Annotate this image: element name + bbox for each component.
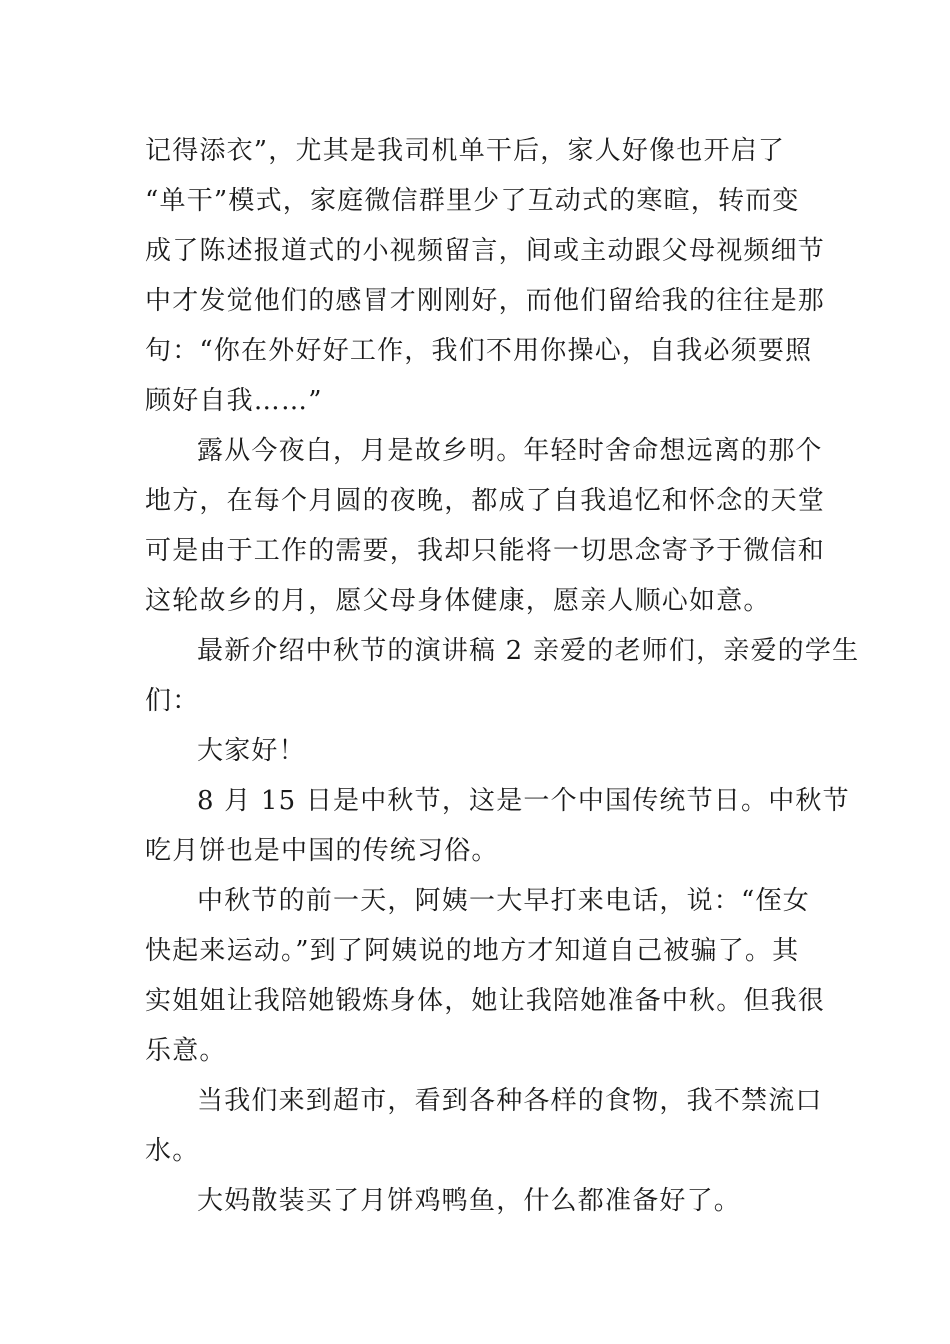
paragraph-first-line: 当我们来到超市，看到各种各样的食物，我不禁流口	[197, 1086, 823, 1116]
text-line: 乐意。	[145, 1036, 227, 1066]
text-line: 快起来运动。”到了阿姨说的地方才知道自己被骗了。其	[145, 936, 800, 966]
text-line: 这轮故乡的月，愿父母身体健康，愿亲人顺心如意。	[145, 586, 771, 616]
text-line: 吃月饼也是中国的传统习俗。	[145, 836, 499, 866]
text-line: 地方，在每个月圆的夜晚，都成了自我追忆和怀念的天堂	[145, 486, 826, 516]
text-line: 们：	[145, 686, 200, 716]
text-line: 记得添衣”，尤其是我司机单干后，家人好像也开启了	[145, 136, 786, 166]
text-line: 实姐姐让我陪她锻炼身体，她让我陪她准备中秋。但我很	[145, 986, 826, 1016]
text-line: 水。	[145, 1136, 200, 1166]
paragraph-first-line: 大家好！	[197, 736, 306, 766]
paragraph-first-line: 大妈散装买了月饼鸡鸭鱼，什么都准备好了。	[197, 1186, 742, 1216]
text-line: 中才发觉他们的感冒才刚刚好，而他们留给我的往往是那	[145, 286, 826, 316]
text-line: 可是由于工作的需要，我却只能将一切思念寄予于微信和	[145, 536, 826, 566]
paragraph-first-line: 最新介绍中秋节的演讲稿 2 亲爱的老师们，亲爱的学生	[197, 636, 860, 666]
text-line: 成了陈述报道式的小视频留言，间或主动跟父母视频细节	[145, 236, 826, 266]
text-line: 顾好自我……”	[145, 386, 323, 416]
text-line: 句：“你在外好好工作，我们不用你操心，自我必须要照	[145, 336, 813, 366]
paragraph-first-line: 8 月 15 日是中秋节，这是一个中国传统节日。中秋节	[197, 786, 850, 816]
paragraph-first-line: 露从今夜白，月是故乡明。年轻时舍命想远离的那个	[197, 436, 823, 466]
paragraph-first-line: 中秋节的前一天，阿姨一大早打来电话，说：“侄女	[197, 886, 810, 916]
document-body	[145, 126, 860, 1226]
text-line: “单干”模式，家庭微信群里少了互动式的寒暄，转而变	[145, 186, 800, 216]
